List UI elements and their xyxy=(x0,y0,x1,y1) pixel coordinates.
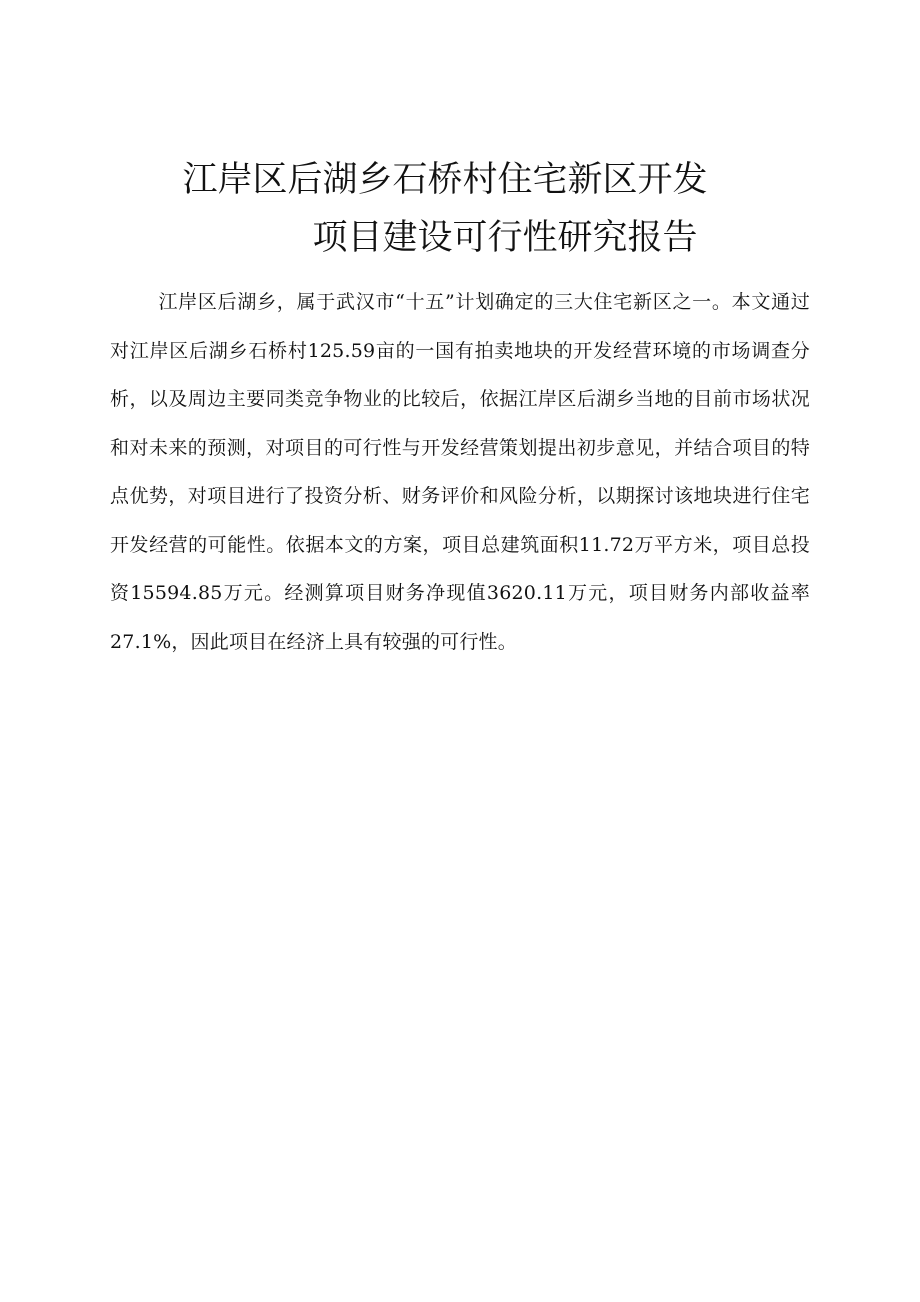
document-body-paragraph: 江岸区后湖乡，属于武汉市“十五”计划确定的三大住宅新区之一。本文通过对江岸区后湖乡石桥村125.59亩的一国有拍卖地块的开发经营环境的市场调查分析，以及周边主要同类竞争物业的比较后，依据江岸区后湖乡当地的目前市场状况和对未来的预测，对项目的可行性与开发经营策划提出初步意见，并结合项目的特点优势，对项目进行了投资分析、财务评价和风险分析，以期探讨该地块进行住宅开发经营的可能性。依据本文的方案，项目总建筑面积11.72万平方米，项目总投资15594.85万元。经测算项目财务净现值3620.11万元，项目财务内部收益率27.1%，因此项目在经济上具有较强的可行性。 xyxy=(110,291,810,653)
document-title-line-1: 江岸区后湖乡石桥村住宅新区开发 xyxy=(182,160,708,200)
document-title-line-2: 项目建设可行性研究报告 xyxy=(312,218,698,258)
